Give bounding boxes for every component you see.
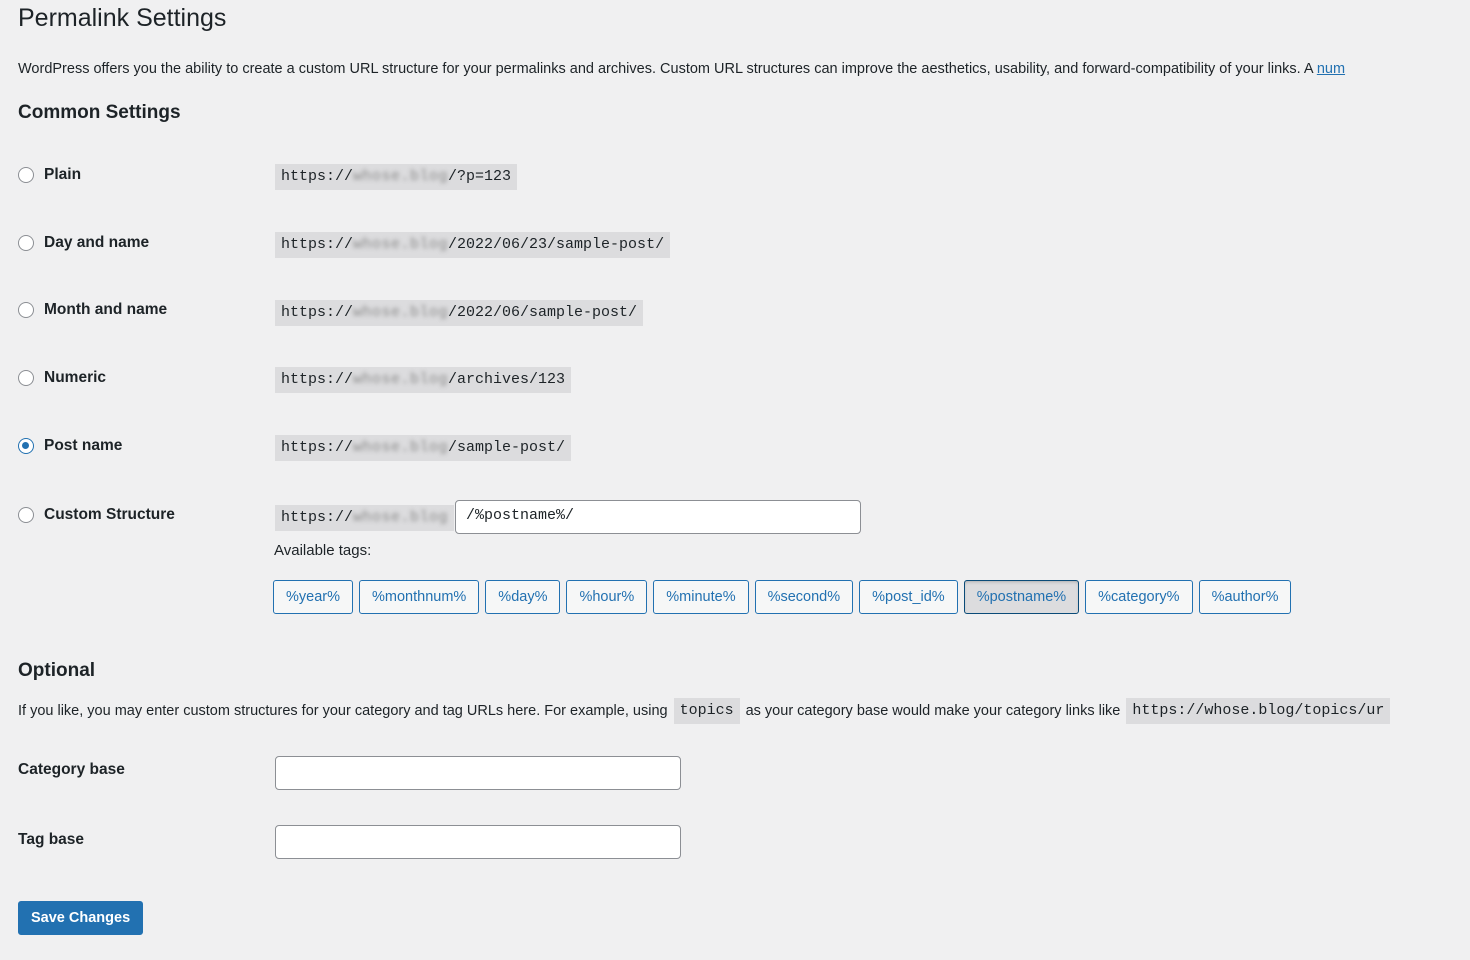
tag-button-post-id[interactable]: %post_id% — [859, 580, 958, 614]
page-title: Permalink Settings — [18, 4, 227, 32]
blurred-domain: whose.blog — [353, 509, 449, 526]
optional-text-after: as your category base would make your category links like — [745, 703, 1121, 719]
option-month-and-name[interactable] — [18, 301, 167, 319]
url-prefix: https:// — [281, 509, 354, 526]
option-numeric-label: Numeric — [44, 369, 107, 386]
option-month-and-name-label: Month and name — [44, 301, 168, 318]
tag-button-day[interactable]: %day% — [485, 580, 560, 614]
url-example-day-and-name — [275, 232, 670, 258]
blurred-domain: whose.blog — [353, 439, 449, 456]
tag-button-year[interactable]: %year% — [273, 580, 353, 614]
tag-base-label: Tag base — [18, 831, 85, 848]
tag-button-postname[interactable]: %postname% — [964, 580, 1079, 614]
url-suffix: /2022/06/23/sample-post/ — [448, 236, 665, 253]
url-example-plain — [275, 164, 517, 190]
url-suffix: /sample-post/ — [448, 439, 566, 456]
url-prefix: https:// — [281, 236, 354, 253]
blurred-domain: whose.blog — [353, 304, 449, 321]
optional-description — [18, 698, 1396, 724]
blurred-domain: whose.blog — [353, 168, 449, 185]
radio-plain[interactable] — [18, 167, 34, 183]
optional-text-before: If you like, you may enter custom structures for your category and tag URLs here. For example, using — [18, 703, 668, 719]
url-prefix: https:// — [281, 168, 354, 185]
category-base-label: Category base — [18, 761, 125, 778]
example-code-topics: topics — [674, 698, 740, 724]
option-plain[interactable] — [18, 166, 81, 184]
url-example-numeric — [275, 367, 571, 393]
tag-button-hour[interactable]: %hour% — [566, 580, 647, 614]
radio-custom-structure[interactable] — [18, 507, 34, 523]
intro-description: WordPress offers you the ability to create a custom URL structure for your permalinks and archives. Custom URL structures can improve the aesthetics, usability, and forward-compatibility of your links. A — [18, 61, 1317, 77]
url-prefix-custom — [275, 505, 454, 531]
custom-structure-input[interactable]: /%postname%/ — [455, 500, 861, 534]
intro-text — [18, 61, 1345, 77]
radio-day-and-name[interactable] — [18, 235, 34, 251]
option-numeric[interactable] — [18, 369, 106, 387]
url-prefix: https:// — [281, 304, 354, 321]
option-plain-label: Plain — [44, 166, 82, 183]
url-prefix: https:// — [281, 371, 354, 388]
url-suffix: /2022/06/sample-post/ — [448, 304, 638, 321]
tag-button-author[interactable]: %author% — [1199, 580, 1292, 614]
option-day-and-name-label: Day and name — [44, 234, 150, 251]
radio-month-and-name[interactable] — [18, 302, 34, 318]
option-custom-structure-label: Custom Structure — [44, 506, 175, 523]
option-custom-structure[interactable] — [18, 506, 175, 524]
radio-numeric[interactable] — [18, 370, 34, 386]
tag-base-input[interactable] — [275, 825, 681, 859]
common-settings-heading: Common Settings — [18, 102, 181, 123]
optional-heading: Optional — [18, 660, 96, 681]
category-base-input[interactable] — [275, 756, 681, 790]
blurred-domain: whose.blog — [353, 236, 449, 253]
option-post-name-label: Post name — [44, 437, 123, 454]
radio-post-name[interactable] — [18, 438, 34, 454]
example-url-code: https://whose.blog/topics/ur — [1126, 698, 1390, 724]
tag-button-category[interactable]: %category% — [1085, 580, 1192, 614]
url-suffix: /archives/123 — [448, 371, 566, 388]
url-prefix: https:// — [281, 439, 354, 456]
available-tags-label: Available tags: — [274, 542, 372, 559]
intro-link[interactable]: num — [1316, 61, 1346, 77]
url-example-post-name — [275, 435, 571, 461]
url-suffix: /?p=123 — [448, 168, 512, 185]
tag-button-monthnum[interactable]: %monthnum% — [359, 580, 479, 614]
available-tags-list — [273, 580, 1291, 614]
tag-button-minute[interactable]: %minute% — [653, 580, 748, 614]
blurred-domain: whose.blog — [353, 371, 449, 388]
url-example-month-and-name — [275, 300, 643, 326]
option-day-and-name[interactable] — [18, 234, 149, 252]
tag-button-second[interactable]: %second% — [755, 580, 854, 614]
save-changes-button[interactable]: Save Changes — [18, 901, 143, 935]
option-post-name[interactable] — [18, 437, 122, 455]
